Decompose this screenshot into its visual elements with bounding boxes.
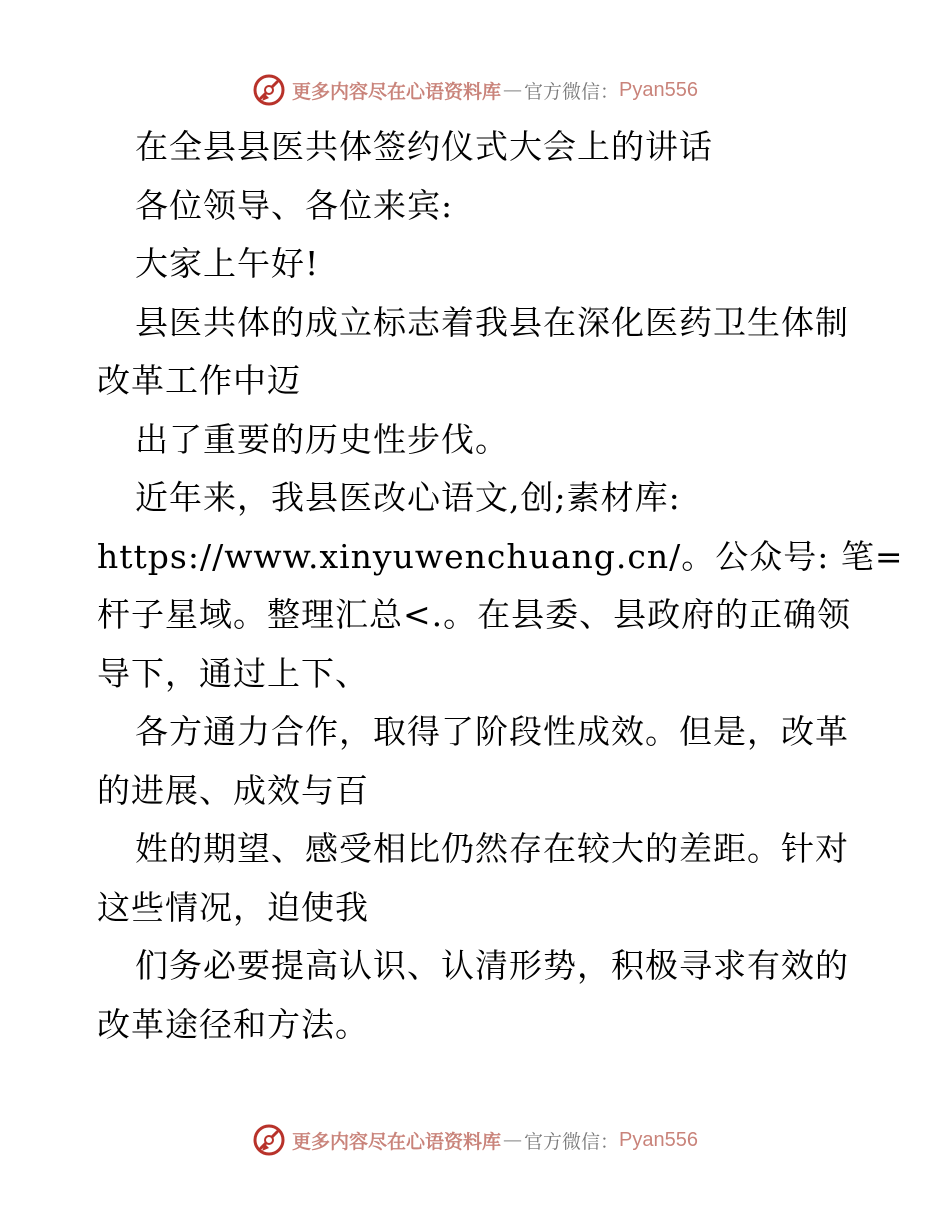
document-line: 们务必要提高认识、认清形势，积极寻求有效的: [135, 946, 849, 985]
banner-wechat-id: Pyan556: [619, 78, 698, 101]
document-line: 在全县县医共体签约仪式大会上的讲话: [135, 127, 713, 166]
document-body: [97, 118, 904, 1054]
brand-logo-icon: [252, 1123, 286, 1157]
document-line: 姓的期望、感受相比仍然存在较大的差距。针对: [135, 829, 849, 868]
document-line: 改革途径和方法。: [97, 1004, 369, 1044]
document-line: 出了重要的历史性步伐。: [135, 419, 509, 459]
document-line: 的进展、成效与百: [97, 770, 369, 810]
document-line: 近年来，我县医改心语文,创;素材库:: [135, 478, 681, 517]
document-line: https://www.xinyuwenchuang.cn/。公众号: 笔=: [97, 536, 904, 576]
banner-dash: —: [503, 1129, 523, 1151]
document-line: 杆子星域。整理汇总<.。在县委、县政府的正确领: [97, 595, 852, 634]
banner-wechat-label: 官方微信：: [524, 1130, 620, 1153]
banner-wechat-id: Pyan556: [619, 1128, 698, 1151]
brand-logo-icon: [252, 73, 286, 107]
banner-dash: —: [503, 79, 523, 101]
document-line: 改革工作中迈: [97, 361, 301, 400]
banner-slogan: 更多内容尽在心语资料库: [292, 80, 502, 103]
banner-slogan: 更多内容尽在心语资料库: [292, 1130, 502, 1153]
document-line: 大家上午好!: [135, 244, 320, 283]
footer-banner: [0, 1120, 950, 1160]
header-banner: [0, 70, 950, 110]
document-line: 各方通力合作，取得了阶段性成效。但是，改革: [135, 712, 849, 751]
document-line: 导下，通过上下、: [97, 653, 369, 693]
document-line: 县医共体的成立标志着我县在深化医药卫生体制: [135, 302, 849, 342]
document-line: 各位领导、各位来宾:: [135, 185, 454, 225]
banner-wechat-label: 官方微信：: [524, 80, 620, 103]
document-line: 这些情况，迫使我: [97, 887, 369, 927]
